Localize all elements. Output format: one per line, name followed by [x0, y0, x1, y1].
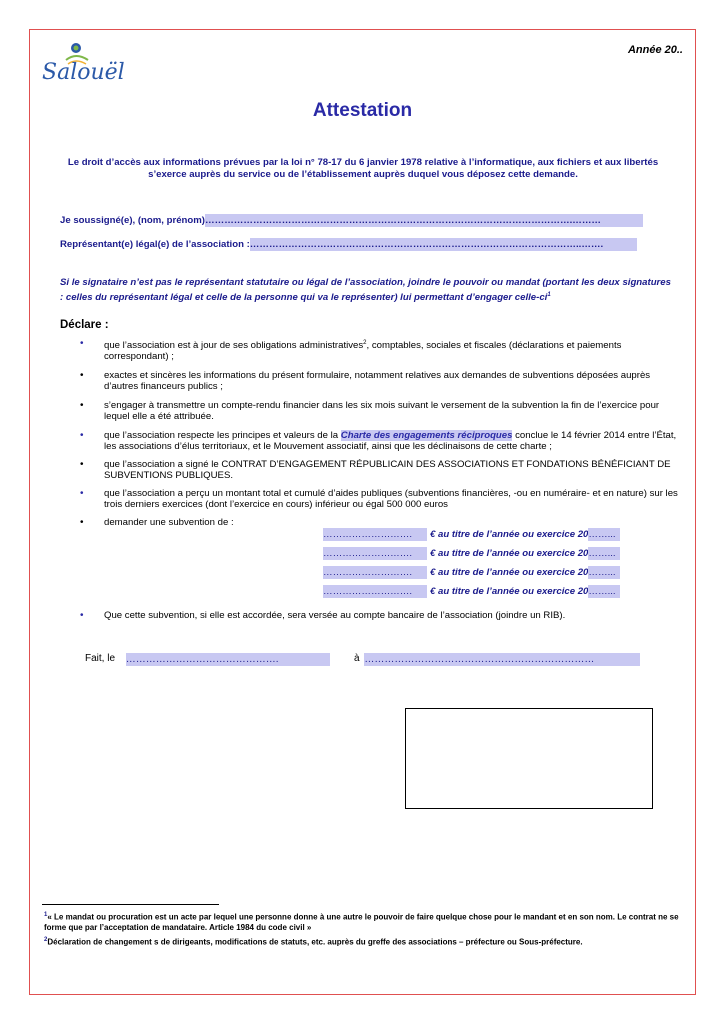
- date-field[interactable]: ……………………………………….: [126, 653, 330, 666]
- salouel-logo: [38, 40, 125, 90]
- bullet-icon: •: [80, 430, 84, 442]
- amount-row: [323, 547, 620, 560]
- list-item: [80, 338, 680, 362]
- footnote-number: 2: [44, 936, 48, 943]
- item-text: Que cette subvention, si elle est accordée, sera versée au compte bancaire de l’association (joindre un RIB).: [104, 610, 566, 621]
- soussigne-label: Je soussigné(e), (nom, prénom): [60, 215, 205, 226]
- year-field[interactable]: ……...: [588, 585, 620, 598]
- amount-label: € au titre de l’année ou exercice 20: [430, 529, 589, 540]
- item-text: conclue le 14 février 2014 entre l’État, les associations d’élus territoriaux, et le Mouvement associatif, ainsi que les déclinaisons de cette charte ;: [104, 430, 677, 453]
- item-text: que l’association a signé le CONTRAT D’ENGAGEMENT RÉPUBLICAIN DES ASSOCIATIONS ET FONDATIONS BÉNÉFICIANT DE SUBVENTIONS PUBLIQUES.: [104, 459, 671, 482]
- item-text: s’engager à transmettre un compte-rendu financier dans les six mois suivant le versement de la subvention la fin de l’exercice pour lequel elle a été attribuée.: [104, 400, 660, 423]
- bullet-icon: •: [80, 338, 84, 349]
- fait-label: Fait, le: [85, 653, 116, 664]
- footnote-2: [44, 935, 684, 948]
- amount-field[interactable]: ……………………….: [323, 528, 427, 541]
- representant-row: [60, 238, 637, 252]
- lieu-row: [354, 653, 640, 666]
- signature-box[interactable]: [405, 708, 653, 809]
- amount-field[interactable]: ……………………….: [323, 566, 427, 579]
- logo-text: Salouël: [42, 60, 125, 85]
- year-field[interactable]: ……...: [588, 528, 620, 541]
- item-text: , comptables, sociales et fiscales (déclarations et paiements correspondant) ;: [104, 340, 622, 363]
- footnote-number: 1: [44, 912, 48, 918]
- note-footnote-ref: 1: [547, 292, 551, 298]
- page-title: Attestation: [312, 100, 413, 121]
- amount-label: € au titre de l’année ou exercice 20: [430, 567, 589, 578]
- bullet-icon: •: [80, 517, 84, 529]
- note-text: Si le signataire n’est pas le représentant statutaire ou légal de l’association, joindre le pouvoir ou mandat (portant les deux signatures : celles du représentant légal et celle de la personne qui va le représenter) lui permettant d’engager celle-ci: [60, 277, 671, 304]
- declare-heading: Déclare :: [60, 319, 109, 331]
- year-field[interactable]: ……...: [588, 547, 620, 560]
- list-item: [80, 517, 680, 528]
- rib-list: [80, 610, 680, 621]
- item-text: que l’association respecte les principes et valeurs de la: [104, 430, 341, 442]
- item-text: demander une subvention de :: [104, 517, 234, 529]
- list-item: [80, 610, 680, 621]
- amount-field[interactable]: ……………………….: [323, 547, 427, 560]
- soussigne-row: [60, 214, 643, 228]
- bullet-icon: •: [80, 400, 84, 412]
- footnote-divider: [42, 904, 219, 905]
- declaration-list: [80, 338, 680, 528]
- representant-field[interactable]: …………………………………………………………………………………………..…….: [250, 238, 637, 251]
- list-item: [80, 459, 680, 481]
- list-item: [80, 370, 680, 392]
- footnote-1: [44, 910, 684, 933]
- charte-link[interactable]: Charte des engagements réciproques: [340, 430, 513, 442]
- representant-label: Représentant(e) légal(e) de l’association :: [60, 239, 250, 250]
- year-field[interactable]: ……...: [588, 566, 620, 579]
- footnote-text: « Le mandat ou procuration est un acte par lequel une personne donne à une autre le pouvoir de faire quelque chose pour le mandant et en son nom. Le contrat ne se forme que par l’acceptation de mandataire. Article 1984 du code civil »: [44, 912, 679, 932]
- annee-label: Année 20..: [627, 44, 683, 56]
- intro-text: Le droit d’accès aux informations prévues par la loi n° 78-17 du 6 janvier 1978 relative à l’informatique, aux fichiers et aux libertés s’exerce auprès du service ou de l’établissement auprès duquel vous déposez cette demande.: [67, 157, 659, 180]
- footnotes: [44, 910, 684, 949]
- amount-label: € au titre de l’année ou exercice 20: [430, 548, 589, 559]
- bullet-icon: •: [80, 610, 84, 621]
- item-text: que l’association a perçu un montant total et cumulé d’aides publiques (subventions financières, -ou en numéraire- et en nature) sur les trois derniers exercices (dont l’exercice en cours) inférieur ou égal 500 000 euros: [104, 488, 678, 511]
- list-item: [80, 430, 680, 452]
- bullet-icon: •: [80, 370, 84, 382]
- amount-row: [323, 528, 620, 541]
- amount-label: € au titre de l’année ou exercice 20: [430, 586, 589, 597]
- item-text: que l’association est à jour de ses obligations administratives: [104, 340, 364, 352]
- list-item: [80, 400, 680, 422]
- footnote-text: Déclaration de changement s de dirigeants, modifications de statuts, etc. auprès du greffe des associations – préfecture ou Sous-préfecture.: [47, 937, 583, 947]
- amount-row: [323, 566, 620, 579]
- list-item: [80, 488, 680, 510]
- signataire-note: [60, 277, 675, 304]
- amount-field[interactable]: ……………………….: [323, 585, 427, 598]
- item-text: exactes et sincères les informations du présent formulaire, notamment relatives aux demandes de subventions déposées auprès d’autres financeurs publics ;: [104, 370, 651, 393]
- a-label: à: [354, 653, 360, 664]
- amount-row: [323, 585, 620, 598]
- bullet-icon: •: [80, 459, 84, 471]
- soussigne-field[interactable]: …………………………………………………………………………………………………….………: [205, 214, 643, 227]
- footnote-ref: 2: [363, 340, 367, 346]
- bullet-icon: •: [80, 488, 84, 500]
- fait-row: [85, 653, 330, 666]
- lieu-field[interactable]: ……………………………………………………………: [364, 653, 640, 666]
